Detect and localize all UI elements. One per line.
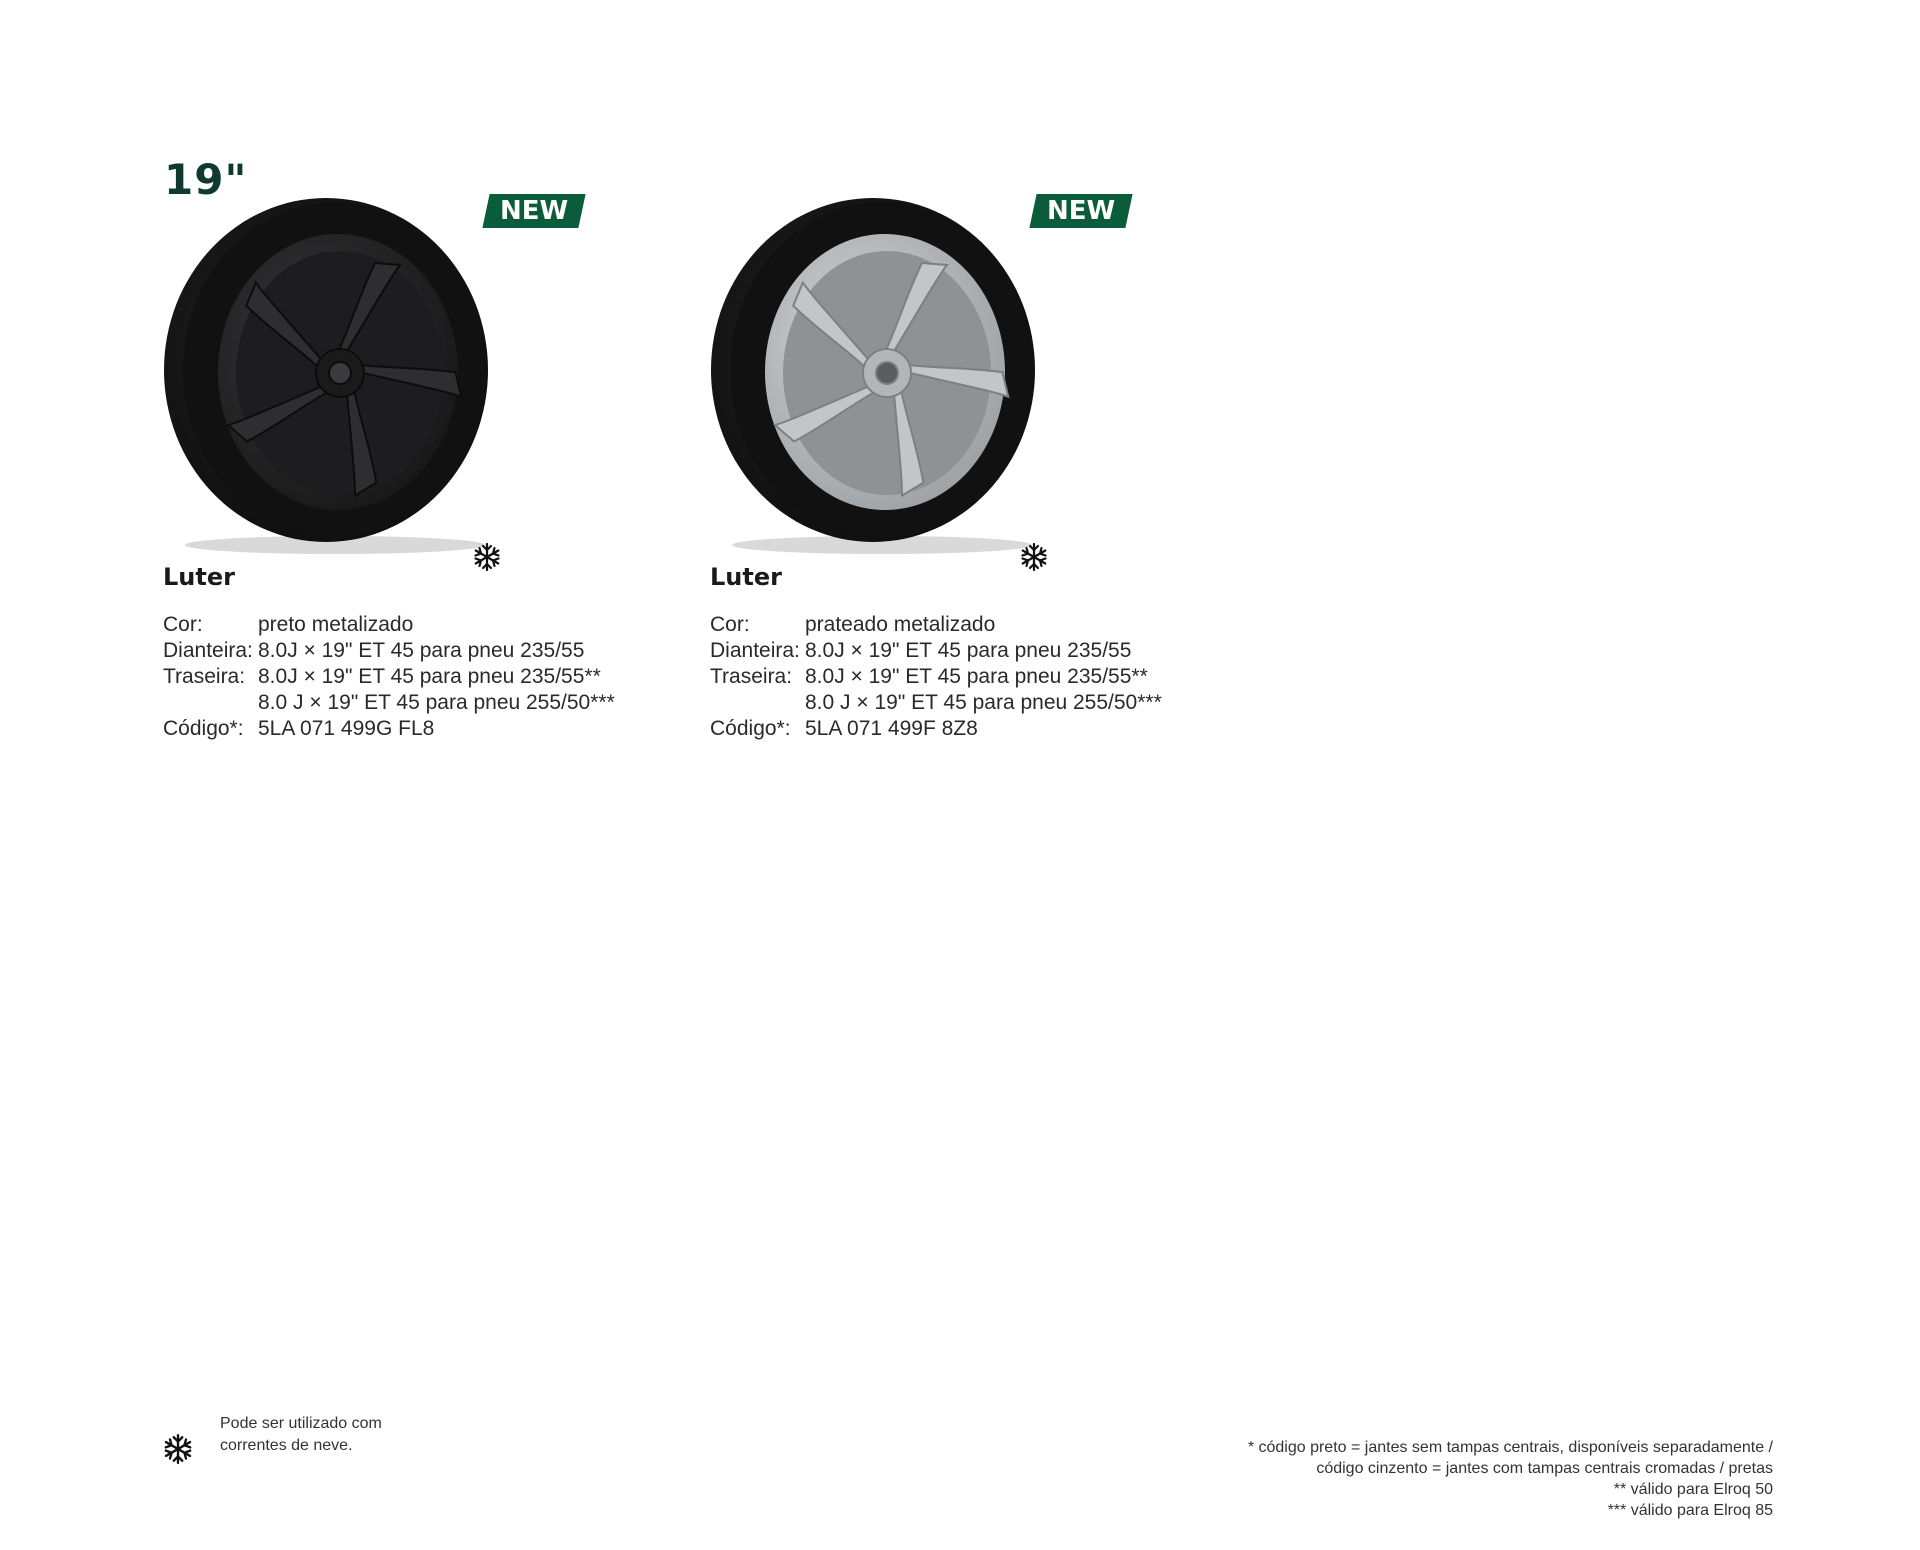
new-badge: NEW bbox=[1029, 194, 1132, 228]
black-wheel-image bbox=[160, 190, 510, 560]
footnote-line: *** válido para Elroq 85 bbox=[1607, 1502, 1773, 1519]
legend-line: correntes de neve. bbox=[220, 1437, 353, 1454]
snowflake-icon bbox=[472, 542, 502, 572]
spec-label: Dianteira: bbox=[710, 639, 800, 662]
legend-text bbox=[220, 1413, 480, 1457]
spec-value: 8.0 J × 19" ET 45 para pneu 255/50*** bbox=[258, 691, 615, 714]
footnotes bbox=[1073, 1437, 1773, 1521]
spec-value: 5LA 071 499F 8Z8 bbox=[805, 717, 978, 740]
spec-row-rear bbox=[710, 664, 1162, 690]
wheel-size-heading: 19" bbox=[164, 155, 248, 204]
spec-value: 8.0J × 19" ET 45 para pneu 235/55 bbox=[258, 639, 585, 662]
snowflake-icon bbox=[1019, 542, 1049, 572]
spec-value: preto metalizado bbox=[258, 613, 414, 636]
legend-line: Pode ser utilizado com bbox=[220, 1415, 382, 1432]
spec-row-color bbox=[710, 612, 1162, 638]
spec-row-rear bbox=[163, 664, 615, 690]
new-badge: NEW bbox=[482, 194, 585, 228]
spec-label: Traseira: bbox=[710, 665, 793, 688]
spec-label bbox=[710, 690, 805, 716]
spec-row-code bbox=[710, 716, 1162, 742]
spec-value: 8.0J × 19" ET 45 para pneu 235/55** bbox=[258, 665, 601, 688]
spec-label: Dianteira: bbox=[163, 639, 253, 662]
wheel-card-silver bbox=[707, 190, 1207, 750]
spec-label: Cor: bbox=[163, 613, 203, 636]
spec-value: 8.0 J × 19" ET 45 para pneu 255/50*** bbox=[805, 691, 1162, 714]
spec-row-code bbox=[163, 716, 615, 742]
spec-label bbox=[163, 690, 258, 716]
spec-row-rear-alt bbox=[710, 690, 1162, 716]
snowflake-icon bbox=[162, 1433, 194, 1465]
spec-label: Traseira: bbox=[163, 665, 246, 688]
spec-row-front bbox=[710, 638, 1162, 664]
spec-label: Código*: bbox=[163, 717, 244, 740]
wheel-name: Luter bbox=[710, 563, 782, 591]
spec-label: Cor: bbox=[710, 613, 750, 636]
footnote-line: ** válido para Elroq 50 bbox=[1613, 1481, 1773, 1498]
spec-row-color bbox=[163, 612, 615, 638]
spec-label: Código*: bbox=[710, 717, 791, 740]
wheel-name: Luter bbox=[163, 563, 235, 591]
spec-value: 5LA 071 499G FL8 bbox=[258, 717, 435, 740]
spec-value: prateado metalizado bbox=[805, 613, 996, 636]
spec-list bbox=[710, 612, 1162, 742]
silver-wheel-image bbox=[707, 190, 1057, 560]
footnote-line: * código preto = jantes sem tampas centrais, disponíveis separadamente / bbox=[1247, 1439, 1773, 1456]
spec-row-rear-alt bbox=[163, 690, 615, 716]
spec-value: 8.0J × 19" ET 45 para pneu 235/55 bbox=[805, 639, 1132, 662]
wheel-card-black bbox=[160, 190, 660, 750]
spec-list bbox=[163, 612, 615, 742]
footnote-line: código cinzento = jantes com tampas centrais cromadas / pretas bbox=[1316, 1460, 1773, 1477]
spec-row-front bbox=[163, 638, 615, 664]
spec-value: 8.0J × 19" ET 45 para pneu 235/55** bbox=[805, 665, 1148, 688]
